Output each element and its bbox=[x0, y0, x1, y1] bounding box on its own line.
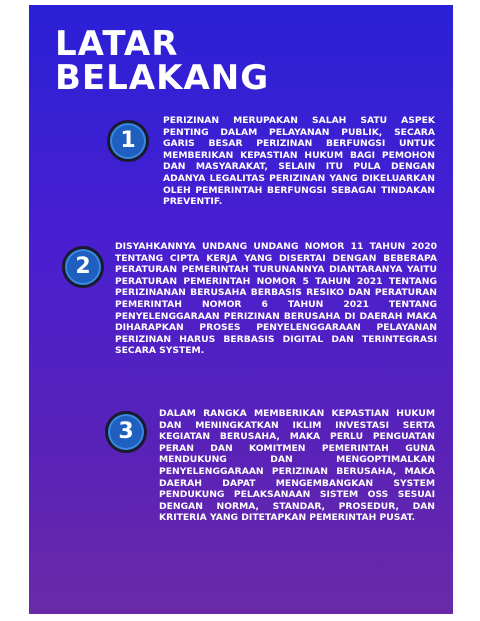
title-line-2: BELAKANG bbox=[55, 58, 270, 98]
number-badge-3: 3 bbox=[105, 411, 147, 453]
number-badge-1: 1 bbox=[107, 120, 149, 162]
number-badge-2: 2 bbox=[62, 246, 104, 288]
paragraph-2: DISYAHKANNYA UNDANG UNDANG NOMOR 11 TAHUN 2020 TENTANG CIPTA KERJA YANG DISERTAI DENGAN BEBERAPA PERATURAN PEMERINTAH TURUNANNYA DIANTARANYA YAITU PERATURAN PEMERINTAH NOMOR 5 TAHUN 2021 TENTANG PERIZINANAN BERUSAHA BERBASIS RESIKO DAN PERATURAN PEMERINTAH NOMOR 6 TAHUN 2021 TENTANG PENYELENGGARAAN PERIZINAN BERUSAHA DI DAERAH MAKA DIHARAPKAN PROSES PENYELENGGARAAN PELAYANAN PERIZINAN HARUS BERBASIS DIGITAL DAN TERINTEGRASI SECARA SYSTEM. bbox=[115, 241, 437, 357]
page-title bbox=[55, 24, 270, 98]
title-line-1: LATAR bbox=[55, 24, 179, 64]
poster bbox=[29, 5, 453, 614]
paragraph-3: DALAM RANGKA MEMBERIKAN KEPASTIAN HUKUM DAN MENINGKATKAN IKLIM INVESTASI SERTA KEGIATAN BERUSAHA, MAKA PERLU PENGUATAN PERAN DAN KOMITMEN PEMERINTAH GUNA MENDUKUNG DAN MENGOPTIMALKAN PENYELENGGARAAN PERIZINAN BERUSAHA, MAKA DAERAH DAPAT MENGEMBANGKAN SYSTEM PENDUKUNG PELAKSANAAN SISTEM OSS SESUAI DENGAN NORMA, STANDAR, PROSEDUR, DAN KRITERIA YANG DITETAPKAN PEMERINTAH PUSAT. bbox=[159, 408, 435, 524]
paragraph-1: PERIZINAN MERUPAKAN SALAH SATU ASPEK PENTING DALAM PELAYANAN PUBLIK, SECARA GARIS BESAR PERIZINAN BERFUNGSI UNTUK MEMBERIKAN KEPASTIAN HUKUM BAGI PEMOHON DAN MASYARAKAT, SELAIN ITU PULA DENGAN ADANYA LEGALITAS PERIZINAN YANG DIKELUARKAN OLEH PEMERINTAH BERFUNGSI SEBAGAI TINDAKAN PREVENTIF. bbox=[163, 115, 435, 208]
